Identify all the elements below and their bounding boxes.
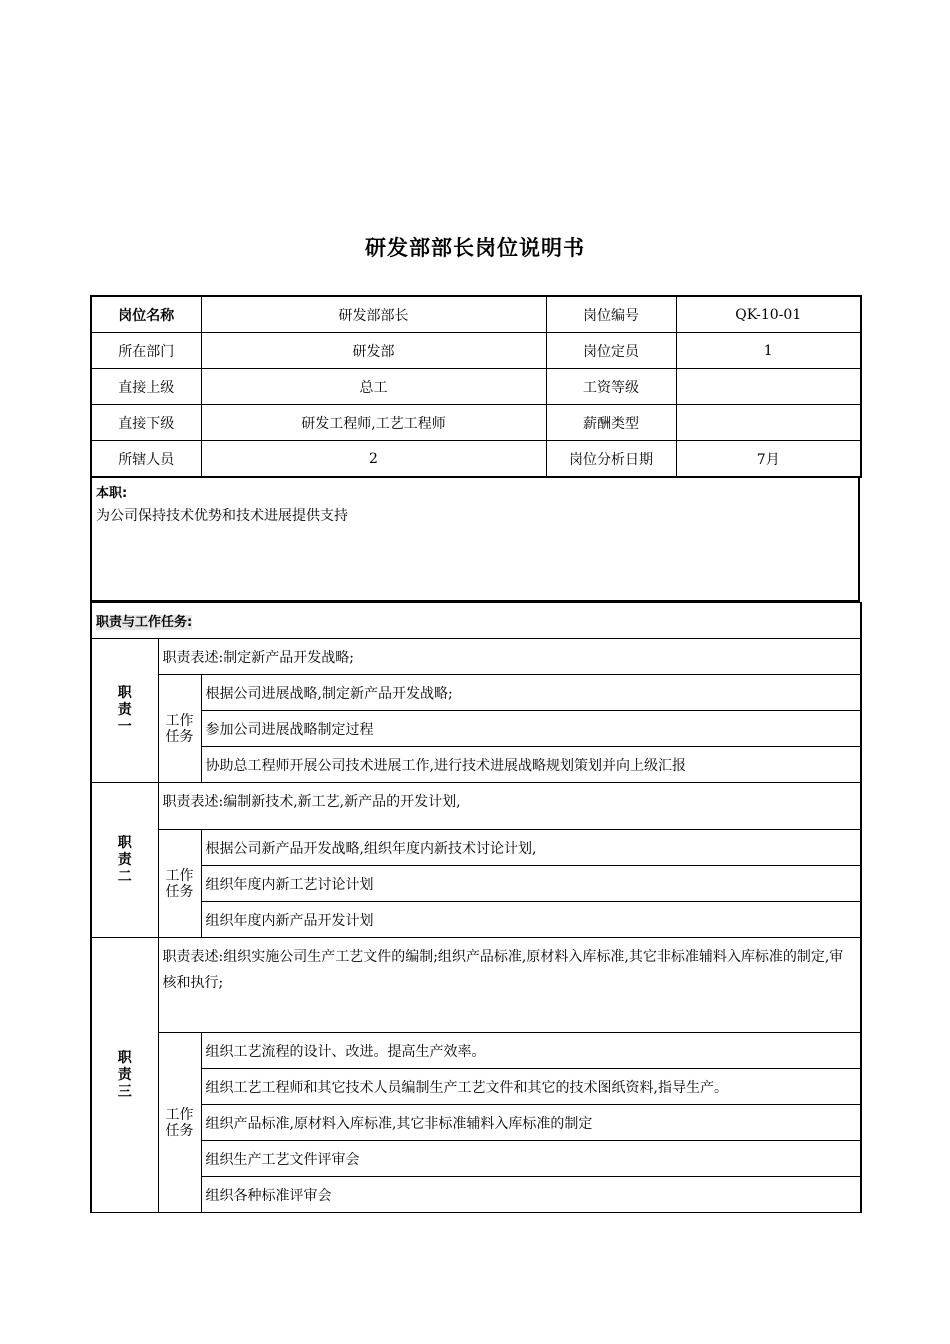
info-value: 研发工程师,工艺工程师 xyxy=(201,405,546,441)
duty-label: 职责三 xyxy=(91,938,158,1213)
task-item: 组织各种标准评审会 xyxy=(201,1177,861,1213)
duty-row xyxy=(91,783,861,830)
info-label: 直接上级 xyxy=(91,369,201,405)
task-row xyxy=(91,830,861,866)
task-row xyxy=(91,902,861,938)
task-row xyxy=(91,1177,861,1213)
task-label: 工作任务 xyxy=(158,1033,201,1213)
info-row xyxy=(91,333,861,369)
duty-desc: 职责表述:制定新产品开发战略; xyxy=(158,639,861,675)
info-label: 岗位名称 xyxy=(91,296,201,333)
info-label: 所辖人员 xyxy=(91,441,201,478)
info-label: 岗位编号 xyxy=(546,296,676,333)
task-row xyxy=(91,1105,861,1141)
task-row xyxy=(91,1141,861,1177)
task-item: 组织工艺流程的设计、改进。提高生产效率。 xyxy=(201,1033,861,1069)
task-item: 组织年度内新产品开发计划 xyxy=(201,902,861,938)
info-label: 所在部门 xyxy=(91,333,201,369)
task-item: 组织年度内新工艺讨论计划 xyxy=(201,866,861,902)
task-item: 根据公司进展战略,制定新产品开发战略; xyxy=(201,675,861,711)
info-value: 研发部部长 xyxy=(201,296,546,333)
benzhi-text: 为公司保持技术优势和技术进展提供支持 xyxy=(96,508,348,524)
basic-info-table xyxy=(90,295,862,478)
info-row xyxy=(91,296,861,333)
info-value: QK-10-01 xyxy=(676,296,861,333)
task-item: 根据公司新产品开发战略,组织年度内新技术讨论计划, xyxy=(201,830,861,866)
task-item: 参加公司进展战略制定过程 xyxy=(201,711,861,747)
duty-row xyxy=(91,938,861,1033)
task-row xyxy=(91,675,861,711)
info-label: 薪酬类型 xyxy=(546,405,676,441)
task-item: 协助总工程师开展公司技术进展工作,进行技术进展战略规划策划并向上级汇报 xyxy=(201,747,861,783)
info-row xyxy=(91,441,861,478)
task-item: 组织工艺工程师和其它技术人员编制生产工艺文件和其它的技术图纸资料,指导生产。 xyxy=(201,1069,861,1105)
task-row xyxy=(91,1069,861,1105)
task-row xyxy=(91,747,861,783)
duty-label: 职责一 xyxy=(91,639,158,783)
info-label: 岗位分析日期 xyxy=(546,441,676,478)
job-description-sheet xyxy=(90,295,860,1213)
duty-desc: 职责表述:编制新技术,新工艺,新产品的开发计划, xyxy=(158,783,861,830)
task-item: 组织产品标准,原材料入库标准,其它非标准辅料入库标准的制定 xyxy=(201,1105,861,1141)
task-row xyxy=(91,711,861,747)
info-label: 工资等级 xyxy=(546,369,676,405)
info-value: 2 xyxy=(201,441,546,478)
task-row xyxy=(91,1033,861,1069)
benzhi-cell xyxy=(91,478,859,601)
benzhi-label: 本职: xyxy=(96,486,128,501)
duty-label: 职责二 xyxy=(91,783,158,938)
task-label: 工作任务 xyxy=(158,675,201,783)
info-value: 研发部 xyxy=(201,333,546,369)
duty-desc: 职责表述:组织实施公司生产工艺文件的编制;组织产品标准,原材料入库标准,其它非标准辅料入库标准的制定,审核和执行; xyxy=(158,938,861,1033)
task-item: 组织生产工艺文件评审会 xyxy=(201,1141,861,1177)
duty-row xyxy=(91,639,861,675)
info-value xyxy=(676,369,861,405)
info-row xyxy=(91,405,861,441)
task-row xyxy=(91,866,861,902)
benzhi-section xyxy=(90,478,860,602)
task-label: 工作任务 xyxy=(158,830,201,938)
duties-header-row xyxy=(91,603,861,639)
info-value: 总工 xyxy=(201,369,546,405)
info-value: 1 xyxy=(676,333,861,369)
duties-table xyxy=(90,602,862,1213)
info-label: 岗位定员 xyxy=(546,333,676,369)
info-value: 7月 xyxy=(676,441,861,478)
info-value xyxy=(676,405,861,441)
duties-header: 职责与工作任务: xyxy=(96,615,193,630)
duties-header-cell xyxy=(91,603,861,639)
info-row xyxy=(91,369,861,405)
page-title: 研发部部长岗位说明书 xyxy=(365,236,585,260)
info-label: 直接下级 xyxy=(91,405,201,441)
